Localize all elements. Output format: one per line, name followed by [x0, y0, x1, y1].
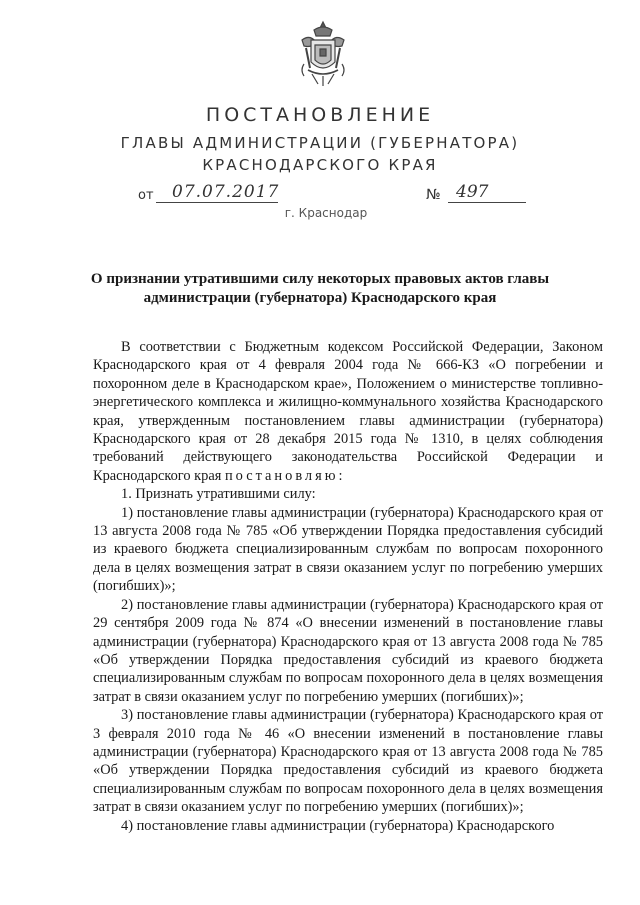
number-label: №: [426, 187, 441, 203]
city-label: г. Краснодар: [284, 206, 368, 220]
date-value: 07.07.2017: [172, 182, 280, 202]
coat-of-arms-emblem: [296, 18, 350, 88]
issuing-region-line: КРАСНОДАРСКОГО КРАЯ: [202, 156, 438, 174]
sub-item-4-paragraph: 4) постановление главы администрации (губернатора) Краснодарского: [121, 817, 555, 834]
decree-word: постановляю:: [224, 467, 346, 484]
sub-item-2-paragraph: 2) постановление главы администрации (губернатора) Краснодарского края от 29 сентября 2009 года № 874 «О внесении изменений в постановление главы администрации (губернатора) Краснодарского края от 13 августа 2008 года № 785 «Об утверждении Порядка предоставления субсидий из краевого бюджета специализированным службам по вопросам похоронного дела в целях возмещения затрат в связи оказанием услуг по погребению умерших (погибших)»;: [93, 596, 603, 705]
sub-item-3-paragraph: 3) постановление главы администрации (губернатора) Краснодарского края от 3 февраля 2010 года № 46 «О внесении изменений в постановление главы администрации (губернатора) Краснодарского края от 13 августа 2008 года № 785 «Об утверждении Порядка предоставления субсидий из краевого бюджета специализированным службам по вопросам похоронного дела в целях возмещения затрат в связи оказанием услуг по погребению умерших (погибших)»;: [93, 707, 603, 816]
date-label: от: [138, 188, 154, 203]
sub-item-1-paragraph: 1) постановление главы администрации (губернатора) Краснодарского края от 13 августа 2008 года № 785 «Об утверждении Порядка предоставления субсидий из краевого бюджета специализированным службам по вопросам похоронного дела в целях возмещения затрат в связи оказанием услуг по погребению умерших (погибших)»;: [93, 504, 603, 595]
document-type-heading: ПОСТАНОВЛЕНИЕ: [205, 104, 435, 126]
date-underline: [156, 202, 278, 203]
preamble-text: В соответствии с Бюджетным кодексом Российской Федерации, Законом Краснодарского края от 4 февраля 2004 года № 666-КЗ «О погребении и похоронном деле в Краснодарском крае», Положением о министерстве топливно-энергетического комплекса и жилищно-коммунального хозяйства Краснодарского края, утвержденным постановлением главы администрации (губернатора) Краснодарского края от 28 декабря 2015 года № 1310, в целях соблюдения требований действующего законодательства Российской Федерации и Краснодарского края: [93, 339, 603, 484]
issuing-authority-line: ГЛАВЫ АДМИНИСТРАЦИИ (ГУБЕРНАТОРА): [120, 134, 520, 152]
preamble-paragraph: [93, 338, 603, 485]
document-body: [93, 338, 603, 835]
date-number-row: [0, 182, 640, 208]
number-underline: [448, 202, 526, 203]
number-value: 497: [456, 182, 489, 202]
document-title: О признании утратившими силу некоторых правовых актов главы администрации (губернатора) Краснодарского края: [90, 271, 550, 306]
item-1-paragraph: 1. Признать утратившими силу:: [121, 486, 316, 503]
